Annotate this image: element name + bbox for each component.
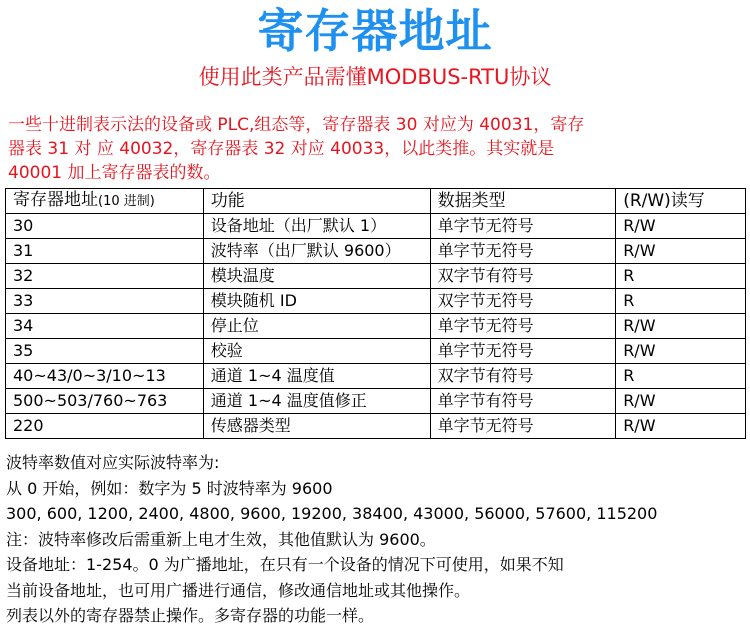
cell-address: 35 bbox=[6, 339, 204, 364]
cell-rw: R/W bbox=[616, 314, 746, 339]
table-row bbox=[6, 339, 746, 364]
note-line: 注：波特率修改后需重新上电才生效，其他值默认为 9600。 bbox=[6, 529, 436, 549]
cell-function: 通道 1~4 温度值 bbox=[203, 364, 430, 389]
cell-address: 500~503/760~763 bbox=[6, 389, 204, 414]
cell-function: 传感器类型 bbox=[203, 414, 430, 439]
intro-line: 一些十进制表示法的设备或 PLC,组态等，寄存器表 30 对应为 40031，寄存 bbox=[8, 115, 585, 135]
cell-rw: R/W bbox=[616, 389, 746, 414]
cell-address: 30 bbox=[6, 214, 204, 239]
table-row bbox=[6, 264, 746, 289]
cell-address: 33 bbox=[6, 289, 204, 314]
note-line: 设备地址：1-254。0 为广播地址，在只有一个设备的情况下可使用，如果不知 bbox=[6, 555, 564, 574]
header-type: 数据类型 bbox=[430, 189, 616, 214]
note-line: 当前设备地址，也可用广播进行通信，修改通信地址或其他操作。 bbox=[6, 580, 471, 600]
header-address-label: 寄存器地址 bbox=[13, 190, 98, 210]
cell-function: 设备地址（出厂默认 1） bbox=[203, 214, 430, 239]
cell-function: 模块随机 ID bbox=[203, 289, 430, 314]
cell-function: 通道 1~4 温度值修正 bbox=[203, 389, 430, 414]
cell-type: 双字节有符号 bbox=[430, 264, 616, 289]
cell-type: 单字节无符号 bbox=[430, 314, 616, 339]
table-row bbox=[6, 389, 746, 414]
cell-function: 校验 bbox=[203, 339, 430, 364]
note-line: 从 0 开始，例如：数字为 5 时波特率为 9600 bbox=[6, 478, 333, 498]
table-row bbox=[6, 414, 746, 439]
cell-type: 双字节无符号 bbox=[430, 289, 616, 314]
intro-line: 40001 加上寄存器表的数。 bbox=[8, 163, 221, 183]
table-row bbox=[6, 314, 746, 339]
table-header-row bbox=[6, 189, 746, 214]
page-subtitle: 使用此类产品需懂MODBUS-RTU协议 bbox=[198, 65, 552, 89]
table-row bbox=[6, 214, 746, 239]
note-line: 波特率数值对应实际波特率为: bbox=[6, 453, 220, 472]
cell-type: 双字节有符号 bbox=[430, 364, 616, 389]
cell-rw: R bbox=[616, 289, 746, 314]
note-line: 300, 600, 1200, 2400, 4800, 9600, 19200, 38400, 43000, 56000, 57600, 115200 bbox=[6, 504, 658, 523]
table-row bbox=[6, 289, 746, 314]
cell-type: 单字节无符号 bbox=[430, 339, 616, 364]
cell-type: 单字节无符号 bbox=[430, 239, 616, 264]
intro-paragraph bbox=[8, 113, 743, 185]
register-table bbox=[5, 188, 746, 439]
cell-rw: R bbox=[616, 364, 746, 389]
notes-section bbox=[6, 450, 746, 629]
cell-address: 31 bbox=[6, 239, 204, 264]
page-title: 寄存器地址 bbox=[257, 4, 493, 58]
table-row bbox=[6, 364, 746, 389]
cell-function: 模块温度 bbox=[203, 264, 430, 289]
cell-address: 220 bbox=[6, 414, 204, 439]
cell-address: 40~43/0~3/10~13 bbox=[6, 364, 204, 389]
cell-function: 波特率（出厂默认 9600） bbox=[203, 239, 430, 264]
header-address bbox=[6, 189, 204, 214]
intro-line: 器表 31 对 应 40032，寄存器表 32 对应 40033，以此类推。其实就是 bbox=[8, 139, 555, 159]
cell-rw: R/W bbox=[616, 414, 746, 439]
cell-type: 单字节有符号 bbox=[430, 389, 616, 414]
table-row bbox=[6, 239, 746, 264]
note-line: 列表以外的寄存器禁止操作。多寄存器的功能一样。 bbox=[6, 606, 375, 625]
header-function: 功能 bbox=[203, 189, 430, 214]
cell-type: 单字节无符号 bbox=[430, 414, 616, 439]
cell-type: 单字节无符号 bbox=[430, 214, 616, 239]
cell-function: 停止位 bbox=[203, 314, 430, 339]
cell-rw: R bbox=[616, 264, 746, 289]
cell-rw: R/W bbox=[616, 239, 746, 264]
cell-address: 34 bbox=[6, 314, 204, 339]
header-address-note: (10 进制) bbox=[98, 194, 155, 209]
header-rw: (R/W)读写 bbox=[616, 189, 746, 214]
cell-address: 32 bbox=[6, 264, 204, 289]
cell-rw: R/W bbox=[616, 214, 746, 239]
cell-rw: R/W bbox=[616, 339, 746, 364]
